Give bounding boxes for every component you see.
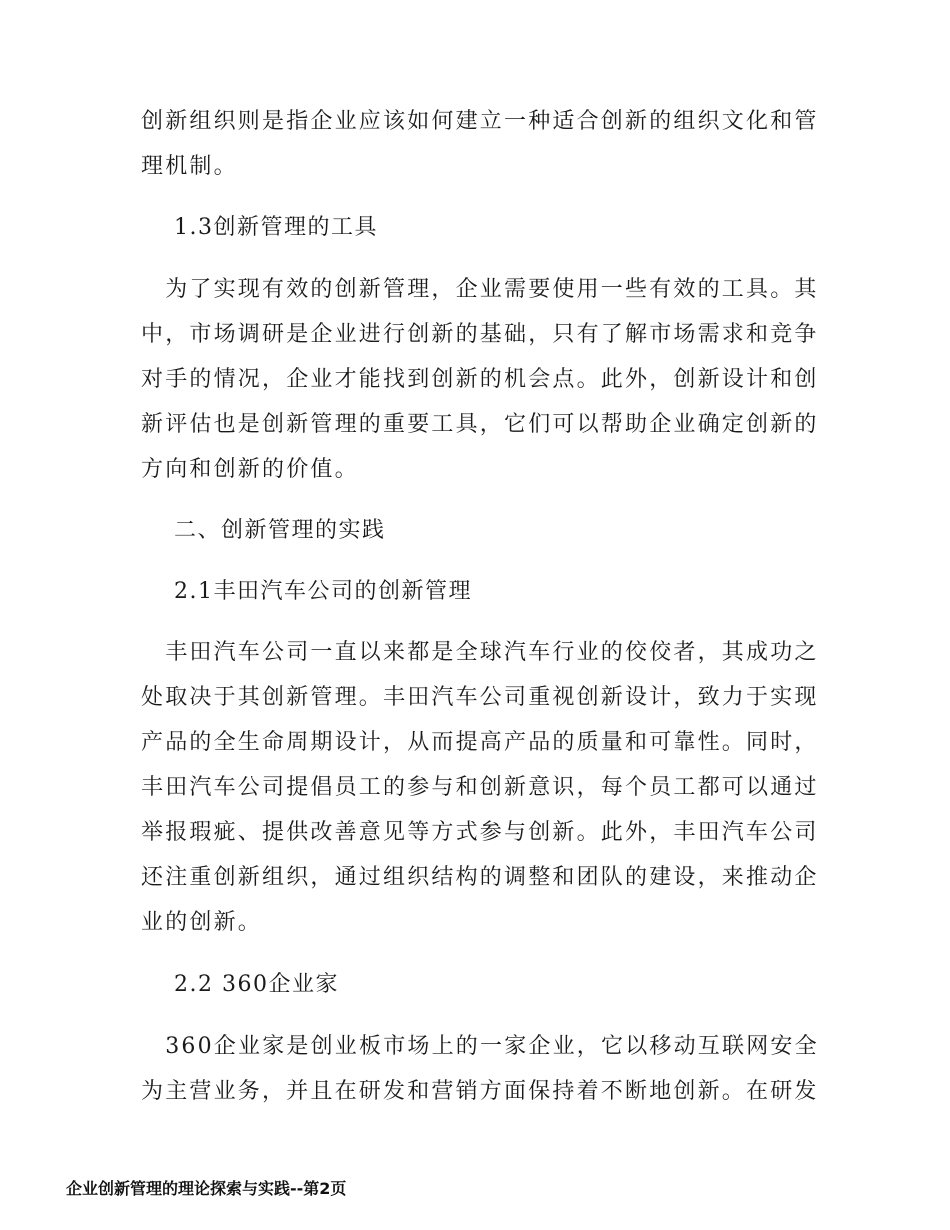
section-heading-1-3: 1.3创新管理的工具 bbox=[174, 215, 378, 240]
paragraph-tools bbox=[141, 267, 819, 492]
text-line: 业的创新。 bbox=[141, 910, 263, 935]
section-heading-2: 二、创新管理的实践 bbox=[174, 518, 386, 543]
text-line: 创新组织则是指企业应该如何建立一种适合创新的组织文化和管 bbox=[141, 109, 819, 134]
text-line: 360企业家是创业板市场上的一家企业，它以移动互联网安全 bbox=[141, 1034, 819, 1059]
section-heading-2-1: 2.1丰田汽车公司的创新管理 bbox=[174, 579, 472, 604]
paragraph-organization bbox=[141, 99, 819, 189]
text-line: 产品的全生命周期设计，从而提高产品的质量和可靠性。同时， bbox=[141, 730, 819, 755]
text-line: 理机制。 bbox=[141, 154, 238, 179]
page-footer: 企业创新管理的理论探索与实践--第2页 bbox=[66, 1179, 347, 1198]
text-line: 方向和创新的价值。 bbox=[141, 457, 359, 482]
text-line: 处取决于其创新管理。丰田汽车公司重视创新设计，致力于实现 bbox=[141, 685, 819, 710]
text-line: 还注重创新组织，通过组织结构的调整和团队的建设，来推动企 bbox=[141, 865, 819, 890]
text-line: 为了实现有效的创新管理，企业需要使用一些有效的工具。其 bbox=[141, 277, 819, 302]
text-line: 新评估也是创新管理的重要工具，它们可以帮助企业确定创新的 bbox=[141, 412, 819, 437]
section-heading-2-2: 2.2 360企业家 bbox=[174, 972, 339, 997]
text-line: 为主营业务，并且在研发和营销方面保持着不断地创新。在研发 bbox=[141, 1079, 819, 1104]
paragraph-360 bbox=[141, 1024, 819, 1114]
text-line: 举报瑕疵、提供改善意见等方式参与创新。此外，丰田汽车公司 bbox=[141, 820, 819, 845]
text-line: 丰田汽车公司提倡员工的参与和创新意识，每个员工都可以通过 bbox=[141, 775, 819, 800]
text-line: 对手的情况，企业才能找到创新的机会点。此外，创新设计和创 bbox=[141, 367, 819, 392]
text-line: 丰田汽车公司一直以来都是全球汽车行业的佼佼者，其成功之 bbox=[141, 640, 819, 665]
text-line: 中，市场调研是企业进行创新的基础，只有了解市场需求和竞争 bbox=[141, 322, 819, 347]
paragraph-toyota bbox=[141, 630, 819, 945]
